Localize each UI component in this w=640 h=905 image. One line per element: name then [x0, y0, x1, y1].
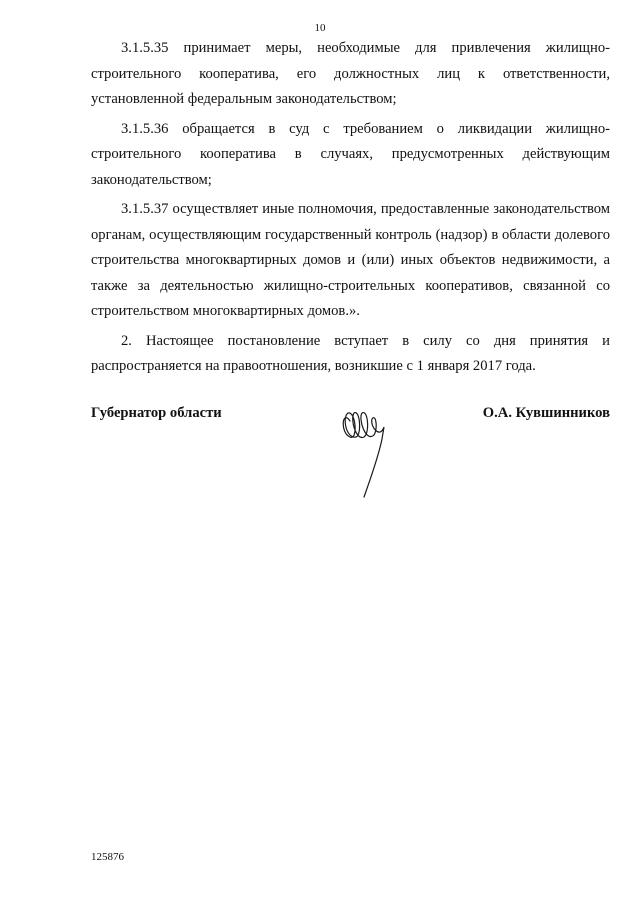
paragraph-3-1-5-37: 3.1.5.37 осуществляет иные полномочия, предоставленные законодательством органам, осуществляющим государственный контроль (надзор) в области долевого строительства многоквартирных домов и (или) иных объектов недвижимости, а также за деятельностью жилищно-строительных кооперативов, связанной со строительством многоквартирных домов.».: [91, 201, 610, 319]
page-number: 10: [314, 22, 326, 34]
handwritten-signature: [338, 399, 398, 499]
signature-stroke: [343, 413, 384, 497]
signer-name: О.А. Кувшинников: [482, 405, 610, 421]
paragraph-3-1-5-35: 3.1.5.35 принимает меры, необходимые для привлечения жилищно-строительного кооператива, его должностных лиц к ответственности, установленной федеральным законодательством;: [91, 40, 610, 107]
signer-title: Губернатор области: [91, 405, 222, 421]
document-body: [91, 36, 610, 384]
signature-block: [91, 405, 610, 525]
paragraph-3-1-5-36: 3.1.5.36 обращается в суд с требованием о ликвидации жилищно-строительного кооператива в случаях, предусмотренных действующим законодательством;: [91, 120, 610, 188]
paragraph-2-effective-date: 2. Настоящее постановление вступает в силу со дня принятия и распространяется на правоотношения, возникшие с 1 января 2017 года.: [91, 332, 610, 374]
document-code: 125876: [91, 851, 124, 863]
